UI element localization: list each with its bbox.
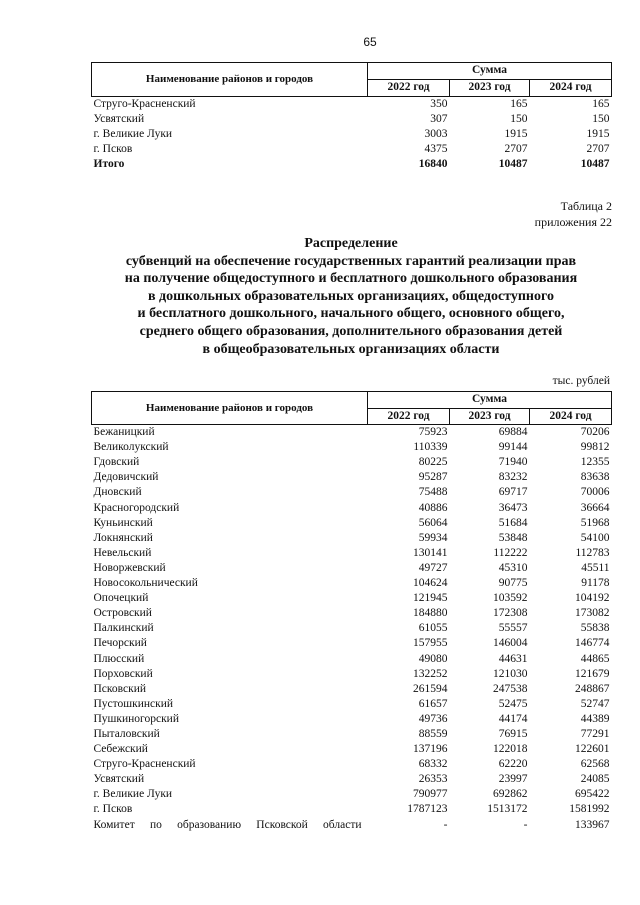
table-row (92, 712, 612, 727)
value-2024: 1915 (586, 128, 610, 141)
value-2023: 76915 (498, 727, 528, 740)
district-name: Великолукский (93, 441, 169, 454)
table-row (92, 621, 612, 636)
total-label: Итого (93, 158, 125, 171)
value-2023: 112222 (493, 546, 528, 559)
value-2022: 40886 (418, 501, 448, 514)
district-name: Порховский (93, 667, 153, 680)
table-row (92, 757, 612, 772)
value-2022: 3003 (424, 128, 448, 141)
appendix-number: приложения 22 (534, 215, 612, 229)
table-number: Таблица 2 (560, 199, 612, 213)
value-2023: 103592 (493, 592, 528, 605)
value-2022: 132252 (413, 667, 448, 680)
document-title (91, 235, 611, 358)
title-line: Распределение (304, 236, 398, 251)
district-name: Печорский (93, 637, 147, 650)
table-row (92, 787, 612, 802)
value-2024: 12355 (580, 456, 610, 469)
total-2022: 16840 (418, 158, 448, 171)
table-row (92, 485, 612, 500)
column-header-2023: 2023 год (450, 409, 530, 425)
district-name: Струго-Красненский (93, 758, 196, 771)
value-2023: 23997 (498, 773, 528, 786)
value-2024: 44865 (580, 652, 610, 665)
district-name: Усвятский (93, 113, 145, 126)
value-2022: 56064 (418, 516, 448, 529)
value-2024: 695422 (575, 788, 610, 801)
district-name: Пустошкинский (93, 697, 174, 710)
value-2024: 173082 (575, 607, 610, 620)
value-2024: 36664 (580, 501, 610, 514)
table-row (92, 97, 612, 113)
value-2022: 130141 (413, 546, 448, 559)
value-2024: 44389 (580, 712, 610, 725)
value-2024: 52747 (580, 697, 610, 710)
table-row (92, 802, 612, 817)
value-2023: 55557 (498, 622, 528, 635)
value-2022: 261594 (413, 682, 448, 695)
value-2022: 110339 (413, 441, 448, 454)
value-2022: 137196 (413, 743, 448, 756)
page-number: 65 (363, 35, 377, 49)
value-2023: 44631 (498, 652, 528, 665)
value-2023: 36473 (498, 501, 528, 514)
value-2022: 59934 (418, 531, 448, 544)
value-2023: 45310 (498, 561, 528, 574)
value-2022: 88559 (418, 727, 448, 740)
district-name: г. Великие Луки (93, 128, 173, 141)
value-2024: 104192 (575, 592, 610, 605)
total-2023: 10487 (498, 158, 528, 171)
table-row (92, 591, 612, 606)
column-header-2024: 2024 год (530, 80, 612, 97)
table-row (92, 667, 612, 682)
table-row (92, 531, 612, 546)
value-2023: 62220 (498, 758, 528, 771)
value-2022: 157955 (413, 637, 448, 650)
district-name: Струго-Красненский (93, 98, 196, 110)
value-2023: 172308 (493, 607, 528, 620)
value-2024: 70206 (580, 426, 610, 439)
value-2024: 55838 (580, 622, 610, 635)
total-2024: 10487 (580, 158, 610, 171)
table-caption (535, 198, 612, 230)
value-2024: 2707 (586, 143, 610, 156)
table-row (92, 440, 612, 455)
value-2022: 4375 (424, 143, 448, 156)
table-1-body (92, 97, 612, 158)
value-2022: 121945 (413, 592, 448, 605)
value-2022: 61657 (418, 697, 448, 710)
value-2023: - (523, 818, 528, 831)
title-line: и бесплатного дошкольного, начального общего, основного общего, (137, 306, 565, 322)
value-2023: 146004 (493, 637, 528, 650)
value-2023: 1513172 (487, 803, 528, 816)
value-2022: 790977 (413, 788, 448, 801)
table-row (92, 425, 612, 441)
value-2024: 99812 (580, 441, 610, 454)
district-name: Палкинский (93, 622, 154, 635)
value-2024: 112783 (575, 546, 610, 559)
column-header-sum: Сумма (368, 392, 612, 409)
district-name: Куньинский (93, 516, 153, 529)
title-line: в дошкольных образовательных организациях, общедоступного (147, 288, 555, 304)
column-header-sum: Сумма (368, 63, 612, 80)
district-name: Усвятский (93, 773, 145, 786)
district-name: Дновский (93, 486, 142, 499)
district-name: г. Великие Луки (93, 788, 173, 801)
value-2022: 49736 (418, 712, 448, 725)
table-2 (91, 391, 612, 833)
value-2022: 49727 (418, 561, 448, 574)
column-header-2022: 2022 год (368, 409, 450, 425)
district-name: Островский (93, 607, 152, 620)
value-2022: 80225 (418, 456, 448, 469)
table-2-body (92, 425, 612, 833)
district-name: Псковский (93, 682, 147, 695)
value-2024: 165 (592, 98, 610, 110)
value-2023: 99144 (498, 441, 528, 454)
value-2024: 51968 (580, 516, 610, 529)
value-2023: 2707 (504, 143, 528, 156)
value-2024: 83638 (580, 471, 610, 484)
district-name: Комитет по образованию Псковской области (93, 818, 362, 831)
value-2024: 133967 (575, 818, 610, 831)
table-row (92, 636, 612, 651)
value-2022: 104624 (413, 577, 448, 590)
value-2022: 307 (430, 113, 448, 126)
column-header-name: Наименование районов и городов (92, 63, 368, 97)
column-header-2023: 2023 год (450, 80, 530, 97)
table-row (92, 772, 612, 787)
table-row (92, 546, 612, 561)
district-name: Пушкиногорский (93, 712, 179, 725)
value-2022: 61055 (418, 622, 448, 635)
table-row (92, 112, 612, 127)
value-2023: 69717 (498, 486, 528, 499)
value-2022: 26353 (418, 773, 448, 786)
district-name: Новоржевский (93, 561, 166, 574)
title-line: в общеобразовательных организациях области (202, 341, 500, 357)
value-2023: 83232 (498, 471, 528, 484)
value-2022: - (443, 818, 448, 831)
value-2022: 68332 (418, 758, 448, 771)
value-2023: 44174 (498, 712, 528, 725)
value-2023: 692862 (493, 788, 528, 801)
table-row (92, 652, 612, 667)
district-name: Плюсский (93, 652, 145, 665)
column-header-2024: 2024 год (530, 409, 612, 425)
value-2022: 1787123 (407, 803, 448, 816)
value-2023: 1915 (504, 128, 528, 141)
value-2024: 54100 (580, 531, 610, 544)
value-2023: 247538 (493, 682, 528, 695)
value-2024: 146774 (575, 637, 610, 650)
value-2022: 350 (430, 98, 448, 110)
value-2022: 95287 (418, 471, 448, 484)
table-row (92, 516, 612, 531)
units-label: тыс. рублей (552, 375, 610, 387)
value-2024: 45511 (581, 561, 610, 574)
table-row (92, 697, 612, 712)
district-name: Новосокольнический (93, 577, 198, 590)
table-row (92, 742, 612, 757)
district-name: Опочецкий (93, 592, 149, 605)
district-name: Красногородский (93, 501, 180, 514)
title-line: среднего общего образования, дополнительного образования детей (139, 323, 563, 339)
value-2022: 184880 (413, 607, 448, 620)
value-2024: 24085 (580, 773, 610, 786)
table-row (92, 501, 612, 516)
value-2023: 51684 (498, 516, 528, 529)
total-row (92, 157, 612, 172)
table-row (92, 576, 612, 591)
value-2023: 150 (510, 113, 528, 126)
value-2023: 122018 (493, 743, 528, 756)
table-row (92, 682, 612, 697)
value-2024: 77291 (580, 727, 610, 740)
value-2023: 165 (510, 98, 528, 110)
table-row (92, 818, 612, 833)
district-name: Невельский (93, 546, 152, 559)
title-line: на получение общедоступного и бесплатного дошкольного образования (124, 271, 578, 287)
district-name: Себежский (93, 743, 148, 756)
district-name: г. Псков (93, 803, 133, 816)
value-2024: 1581992 (569, 803, 610, 816)
column-header-name: Наименование районов и городов (92, 392, 368, 425)
value-2024: 91178 (581, 577, 610, 590)
table-row (92, 606, 612, 621)
value-2022: 49080 (418, 652, 448, 665)
value-2023: 52475 (498, 697, 528, 710)
table-row (92, 142, 612, 157)
district-name: Пыталовский (93, 727, 160, 740)
district-name: Гдовский (93, 456, 140, 469)
district-name: Дедовичский (93, 471, 159, 484)
value-2023: 53848 (498, 531, 528, 544)
table-row (92, 127, 612, 142)
table-row (92, 470, 612, 485)
value-2023: 121030 (493, 667, 528, 680)
table-row (92, 455, 612, 470)
value-2024: 62568 (580, 758, 610, 771)
value-2024: 122601 (575, 743, 610, 756)
value-2024: 121679 (575, 667, 610, 680)
district-name: Бежаницкий (93, 426, 155, 439)
table-row (92, 561, 612, 576)
district-name: г. Псков (93, 143, 133, 156)
column-header-2022: 2022 год (368, 80, 450, 97)
value-2023: 71940 (498, 456, 528, 469)
title-line: субвенций на обеспечение государственных гарантий реализации прав (125, 253, 577, 269)
value-2023: 90775 (498, 577, 528, 590)
value-2022: 75488 (418, 486, 448, 499)
district-name: Локнянский (93, 531, 153, 544)
value-2024: 150 (592, 113, 610, 126)
table-1 (91, 62, 612, 172)
table-row (92, 727, 612, 742)
value-2023: 69884 (498, 426, 528, 439)
value-2022: 75923 (418, 426, 448, 439)
value-2024: 248867 (575, 682, 610, 695)
value-2024: 70006 (580, 486, 610, 499)
